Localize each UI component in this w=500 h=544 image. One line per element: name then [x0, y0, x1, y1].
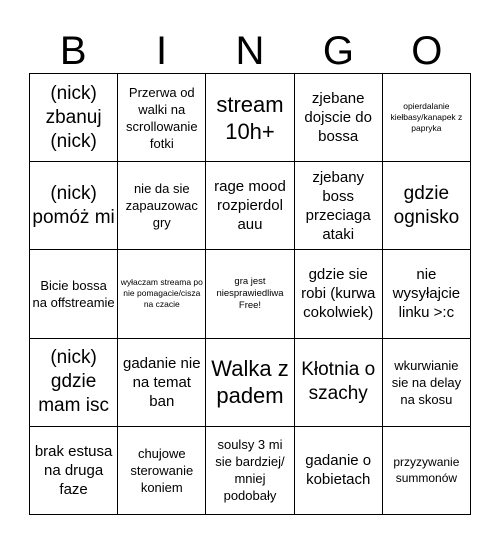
bingo-cell-text: zjebane dojscie do bossa [304, 90, 372, 146]
bingo-cell-text: (nick) zbanuj (nick) [45, 82, 102, 152]
bingo-cell-text: soulsy 3 mi sie bardziej/ mniej podobały [215, 437, 285, 504]
bingo-header [29, 28, 471, 74]
bingo-cell-r2-c3[interactable] [206, 162, 294, 250]
bingo-cell-text: chujowe sterowanie koniem [130, 445, 194, 495]
header-letter-g: G [322, 29, 354, 73]
bingo-cell-r3-c1[interactable] [30, 250, 118, 338]
bingo-board [29, 73, 471, 515]
header-letter-b: B [59, 29, 87, 73]
bingo-cell-r5-c5[interactable] [383, 427, 471, 515]
bingo-cell-text: opierdalanie kiełbasy/kanapek z papryka [390, 101, 463, 134]
bingo-cell-text: gra jest niesprawiedliwa Free! [216, 275, 284, 311]
bingo-cell-text: Kłotnia o szachy [301, 359, 376, 405]
bingo-cell-r1-c4[interactable] [295, 74, 383, 162]
bingo-cell-text: brak estusa na druga faze [34, 442, 113, 498]
bingo-cell-text: nie wysyłajcie linku >:c [392, 266, 461, 322]
header-letter-o: O [411, 29, 443, 73]
bingo-cell-r5-c2[interactable] [118, 427, 206, 515]
bingo-cell-r5-c3[interactable] [206, 427, 294, 515]
bingo-cell-r2-c4[interactable] [295, 162, 383, 250]
header-letter-i: I [156, 29, 168, 73]
bingo-cell-text: gadanie nie na temat ban [123, 354, 201, 410]
bingo-cell-text: nie da sie zapauzowac gry [125, 181, 198, 231]
bingo-cell-r5-c1[interactable] [30, 427, 118, 515]
bingo-cell-r1-c1[interactable] [30, 74, 118, 162]
bingo-cell-text: Bicie bossa na offstreamie [32, 277, 115, 310]
bingo-cell-text: zjebany boss przeciaga ataki [305, 168, 371, 243]
bingo-cell-r2-c5[interactable] [383, 162, 471, 250]
bingo-cell-text: Walka z padem [211, 356, 289, 409]
bingo-cell-r4-c4[interactable] [295, 339, 383, 427]
bingo-cell-text: rage mood rozpierdol auu [214, 178, 286, 234]
bingo-cell-text: stream 10h+ [216, 91, 284, 144]
bingo-cell-text: gadanie o kobietach [305, 452, 372, 489]
bingo-cell-r4-c2[interactable] [118, 339, 206, 427]
bingo-cell-r4-c5[interactable] [383, 339, 471, 427]
bingo-cell-text: wkurwianie sie na delay na skosu [391, 357, 462, 407]
bingo-cell-r3-c4[interactable] [295, 250, 383, 338]
bingo-cell-r1-c5[interactable] [383, 74, 471, 162]
bingo-cell-r2-c1[interactable] [30, 162, 118, 250]
bingo-cell-r3-c5[interactable] [383, 250, 471, 338]
bingo-cell-r1-c2[interactable] [118, 74, 206, 162]
bingo-cell-r4-c3[interactable] [206, 339, 294, 427]
bingo-cell-r5-c4[interactable] [295, 427, 383, 515]
header-letter-n: N [235, 29, 265, 73]
bingo-cell-text: (nick) pomóż mi [32, 182, 115, 228]
bingo-cell-r3-c2[interactable] [118, 250, 206, 338]
bingo-cell-r2-c2[interactable] [118, 162, 206, 250]
bingo-cell-text: wyłaczam streama po nie pomagacie/cisza na czacie [120, 277, 203, 310]
bingo-cell-text: (nick) gdzie mam isc [38, 347, 109, 417]
bingo-cell-r4-c1[interactable] [30, 339, 118, 427]
bingo-cell-text: gdzie ognisko [393, 182, 460, 228]
bingo-cell-text: przyzywanie summonów [393, 455, 460, 486]
bingo-cell-r3-c3[interactable] [206, 250, 294, 338]
bingo-cell-text: gdzie sie robi (kurwa cokolwiek) [301, 266, 376, 322]
bingo-cell-text: Przerwa od walki na scrollowanie fotki [126, 84, 198, 151]
bingo-cell-r1-c3[interactable] [206, 74, 294, 162]
